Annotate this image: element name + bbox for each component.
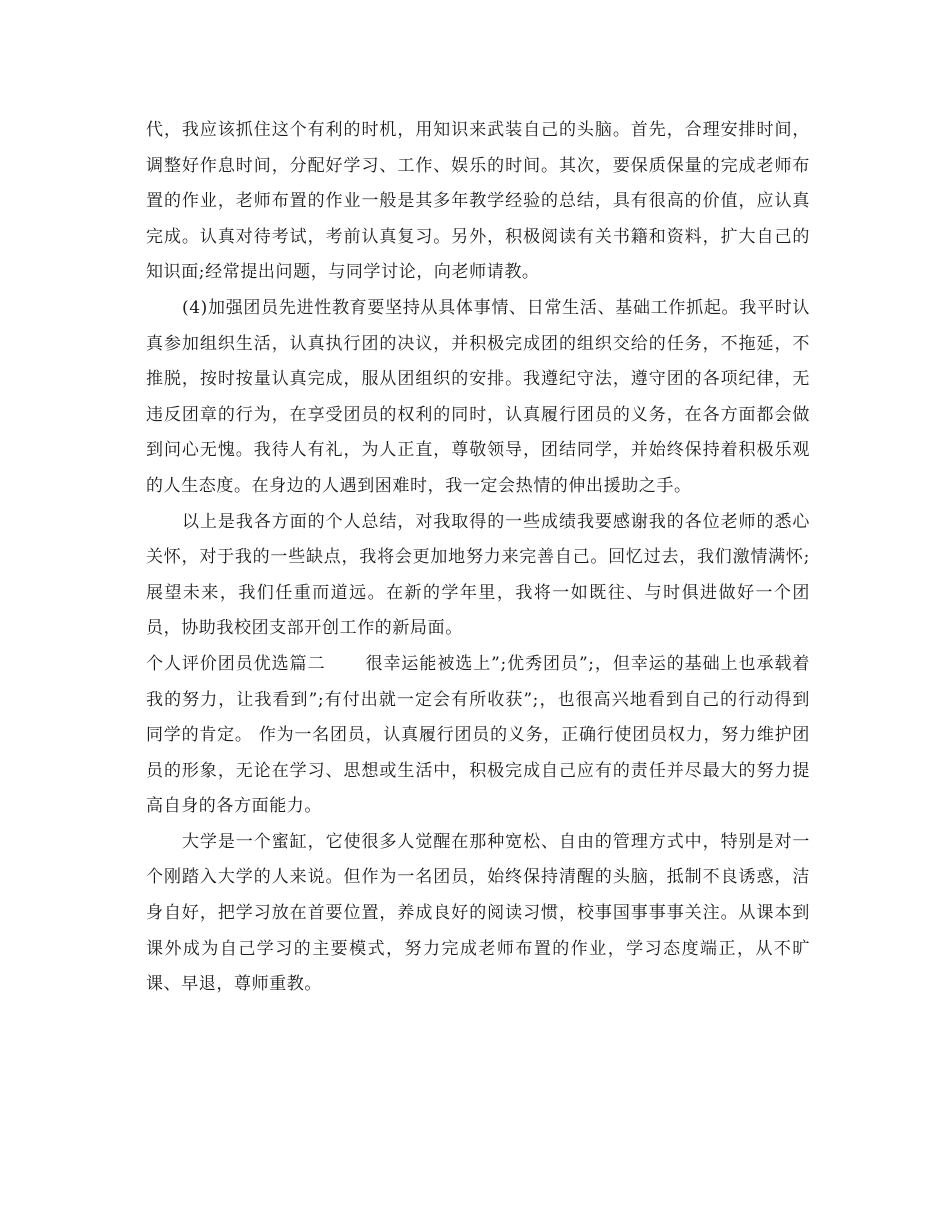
paragraph-summary: 以上是我各方面的个人总结，对我取得的一些成绩我要感谢我的各位老师的悉心关怀，对于我的一些缺点，我将会更加地努力来完善自己。回忆过去，我们激情满怀;展望未来，我们任重而道远。在新的学年里，我将一如既往、与时俱进做好一个团员，协助我校团支部开创工作的新局面。 bbox=[146, 511, 810, 639]
section-two-text: 很幸运能被选上”;优秀团员”;，但幸运的基础上也承载着我的努力，让我看到”;有付出就一定会有所收获”;，也很高兴地看到自己的行动得到同学的肯定。 作为一名团员，认真履行团员的义务，正确行使团员权力，努力维护团员的形象，无论在学习、思想或生活中，积极完成自己应有的责任并尽最大的努力提高自身的各方面能力。 bbox=[146, 653, 810, 817]
section-title: 个人评价团员优选篇二 bbox=[146, 653, 326, 674]
paragraph-university: 大学是一个蜜缸，它使很多人觉醒在那种宽松、自由的管理方式中，特别是对一个刚踏入大学的人来说。但作为一名团员，始终保持清醒的头脑，抵制不良诱惑，洁身自好，把学习放在首要位置，养成良好的阅读习惯，校事国事事事关注。从课本到课外成为自己学习的主要模式，努力完成老师布置的作业，学习态度端正，从不旷课、早退，尊师重教。 bbox=[146, 831, 810, 995]
paragraph-party-education: (4)加强团员先进性教育要坚持从具体事情、日常生活、基础工作抓起。我平时认真参加组织生活，认真执行团的决议，并积极完成团的组织交给的任务，不拖延，不推脱，按时按量认真完成，服从团组织的安排。我遵纪守法，遵守团的各项纪律，无违反团章的行为，在享受团员的权利的同时，认真履行团员的义务，在各方面都会做到问心无愧。我待人有礼，为人正直，尊敬领导，团结同学，并始终保持着积极乐观的人生态度。在身边的人遇到困难时，我一定会热情的伸出援助之手。 bbox=[146, 297, 810, 496]
document-body bbox=[146, 113, 810, 1003]
paragraph-section-two bbox=[146, 647, 810, 825]
paragraph-continuation: 代，我应该抓住这个有利的时机，用知识来武装自己的头脑。首先，合理安排时间，调整好作息时间，分配好学习、工作、娱乐的时间。其次，要保质保量的完成老师布置的作业，老师布置的作业一般是其多年教学经验的总结，具有很高的价值，应认真完成。认真对待考试，考前认真复习。另外，积极阅读有关书籍和资料，扩大自己的知识面;经常提出问题，与同学讨论，向老师请教。 bbox=[146, 120, 810, 283]
